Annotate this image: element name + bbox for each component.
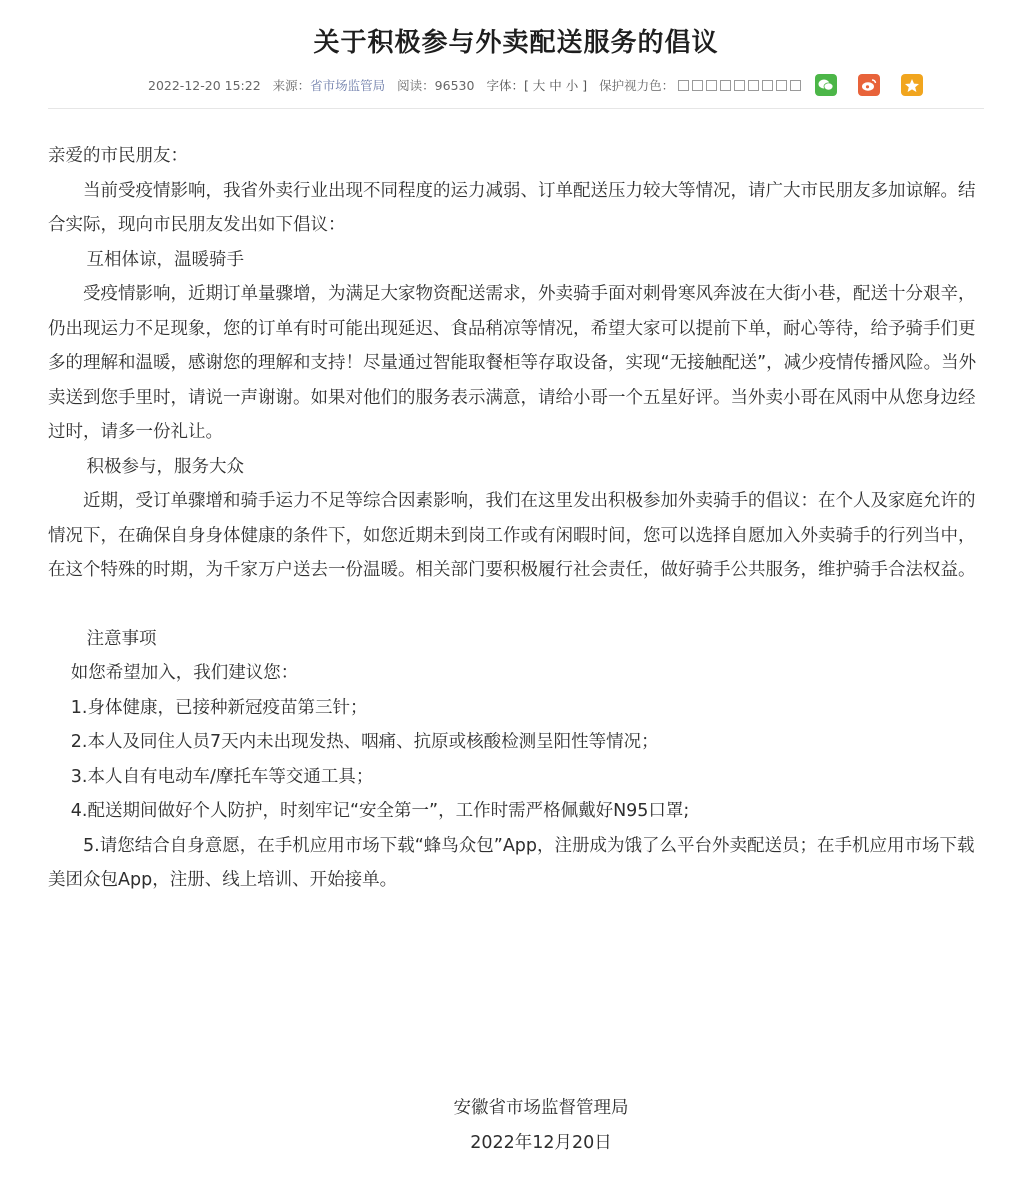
notes-lead: 如您希望加入，我们建议您： bbox=[70, 663, 299, 683]
blank-line bbox=[48, 588, 988, 622]
share-buttons bbox=[815, 74, 935, 96]
list-item: 2.本人及同住人员7天内未出现发热、咽痛、抗原或核酸检测呈阳性等情况； bbox=[70, 732, 659, 752]
color-swatch[interactable] bbox=[748, 80, 759, 91]
color-swatch[interactable] bbox=[734, 80, 745, 91]
source-link[interactable]: 省市场监管局 bbox=[310, 78, 386, 93]
page-title: 关于积极参与外卖配送服务的倡议 bbox=[313, 28, 719, 58]
eye-protection-color-swatches bbox=[678, 80, 801, 91]
intro-paragraph: 当前受疫情影响，我省外卖行业出现不同程度的运力减弱、订单配送压力较大等情况，请广大市民朋友多加谅解。结合实际，现向市民朋友发出如下倡议： bbox=[48, 180, 976, 235]
color-swatch[interactable] bbox=[762, 80, 773, 91]
list-item: 3.本人自有电动车/摩托车等交通工具； bbox=[70, 766, 374, 787]
notes-heading: 注意事项 bbox=[86, 628, 157, 649]
weibo-icon[interactable] bbox=[858, 74, 880, 96]
publish-datetime: 2022-12-20 15:22 bbox=[148, 77, 261, 93]
section-heading: 互相体谅，温暖骑手 bbox=[86, 249, 244, 270]
color-swatch[interactable] bbox=[776, 80, 787, 91]
wechat-icon[interactable] bbox=[815, 74, 837, 96]
list-item: 4.配送期间做好个人防护，时刻牢记“安全第一”，工作时需严格佩戴好N95口罩; bbox=[70, 801, 690, 821]
color-swatch[interactable] bbox=[790, 80, 801, 91]
article-body bbox=[48, 139, 988, 898]
article-meta bbox=[148, 73, 947, 97]
font-size-selector[interactable]: 字体：[ 大 中 小 ] bbox=[486, 78, 588, 93]
signature-date: 2022年12月20日 bbox=[470, 1133, 612, 1153]
color-swatch[interactable] bbox=[692, 80, 703, 91]
list-item: 1.身体健康，已接种新冠疫苗第三针； bbox=[70, 697, 368, 718]
section-paragraph: 近期，受订单骤增和骑手运力不足等综合因素影响，我们在这里发出积极参加外卖骑手的倡议：在个人及家庭允许的情况下，在确保自身身体健康的条件下，如您近期未到岗工作或有闲暇时间，您可以选择自愿加入外卖骑手的行列当中，在这个特殊的时期，为千家万户送去一份温暖。相关部门要积极履行社会责任，做好骑手公共服务，维护骑手合法权益。 bbox=[48, 491, 976, 580]
eye-protection-label: 保护视力色： bbox=[599, 78, 675, 93]
qzone-icon[interactable] bbox=[901, 74, 923, 96]
source bbox=[273, 76, 386, 94]
section-paragraph: 受疫情影响，近期订单量骤增，为满足大家物资配送需求，外卖骑手面对刺骨寒风奔波在大街小巷，配送十分艰辛，仍出现运力不足现象，您的订单有时可能出现延迟、食品稍凉等情况，希望大家可以提前下单，耐心等待，给予骑手们更多的理解和温暖，感谢您的理解和支持！尽量通过智能取餐柜等存取设备，实现“无接触配送”，减少疫情传播风险。当外卖送到您手里时，请说一声谢谢。如果对他们的服务表示满意，请给小哥一个五星好评。当外卖小哥在风雨中从您身边经过时，请多一份礼让。 bbox=[48, 284, 977, 442]
source-label: 来源： bbox=[272, 78, 311, 93]
section-heading: 积极参与，服务大众 bbox=[86, 456, 244, 477]
divider bbox=[48, 108, 984, 109]
color-swatch[interactable] bbox=[706, 80, 717, 91]
color-swatch[interactable] bbox=[720, 80, 731, 91]
color-swatch[interactable] bbox=[678, 80, 689, 91]
list-item: 5.请您结合自身意愿，在手机应用市场下载“蜂鸟众包”App，注册成为饿了么平台外卖配送员；在手机应用市场下载美团众包App，注册、线上培训、开始接单。 bbox=[48, 835, 975, 890]
salutation: 亲爱的市民朋友： bbox=[48, 146, 188, 166]
view-count: 阅读：96530 bbox=[397, 78, 475, 93]
signature-org: 安徽省市场监督管理局 bbox=[453, 1098, 629, 1118]
